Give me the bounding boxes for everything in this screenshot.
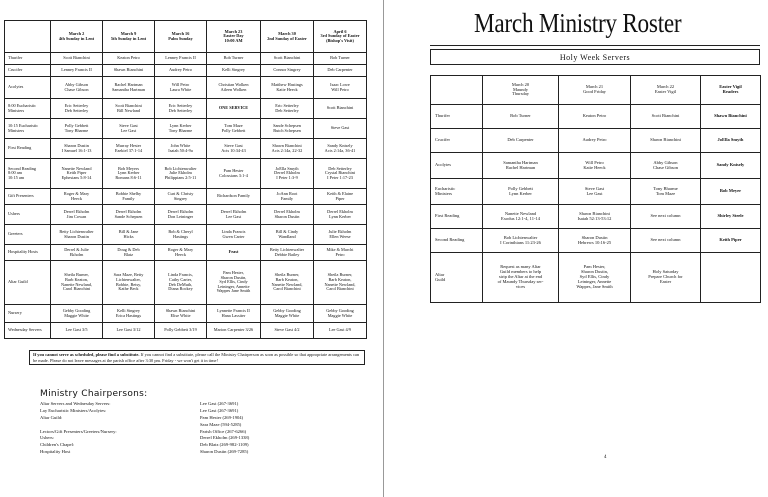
table-cell: Gebby Gooding Maggie White — [261, 305, 314, 323]
row-role-label: Hospitality Hosts — [5, 245, 51, 261]
row-role-label: Eucharistic Ministers — [431, 179, 483, 205]
table-cell: Marion Carpenter 3/26 — [207, 323, 261, 339]
table-cell: Feast — [207, 245, 261, 261]
chairperson-name: Pam Hester (269-1904) — [200, 414, 244, 420]
table-cell: Shawn Bianchini Isaiah 52:13-53:12 — [559, 205, 631, 229]
table-cell: Sande Schepsen Butch Schepsen — [261, 119, 314, 139]
table-row — [431, 153, 761, 179]
chairperson-row — [40, 449, 340, 456]
table-cell: Scott Bianchini — [51, 53, 103, 65]
chairperson-row — [40, 415, 340, 422]
table-cell: Nanette Newland Keith Piper Ephesians 5:8-14 — [51, 159, 103, 189]
table-cell: Kelli Singrey Erica Hastings — [103, 305, 155, 323]
chairperson-name: Sharon Dustin (269-7285) — [200, 449, 249, 455]
table-cell: Richardson Family — [207, 189, 261, 205]
table-cell: JoElla Smyth Derrel Ekholm I Peter 1:3-9 — [261, 159, 314, 189]
table-cell: Murray Hester Ezekiel 37:1-14 — [103, 139, 155, 159]
table-cell: Bill & Cindy Wandland — [261, 225, 314, 245]
table-cell: Julie Ekholm Ellen Weese — [314, 225, 367, 245]
table-cell: Sheila Burner, Barb Keaton, Nanette Newland, Carol Bianchini — [314, 261, 367, 305]
table-cell: Mike & Marchi Petro — [314, 245, 367, 261]
table-cell: Deb Carpenter — [314, 65, 367, 77]
table-cell: Keaton Petro — [559, 105, 631, 129]
table-cell: Gebby Gooding Maggie White — [51, 305, 103, 323]
table-cell: Bob Turner — [483, 105, 559, 129]
table-cell: ONE SERVICE — [207, 99, 261, 119]
table-cell: Christian Wolken Aileen Wolken — [207, 77, 261, 99]
table-cell: Lenney Francis II — [51, 65, 103, 77]
table-row — [5, 225, 367, 245]
table-row — [5, 205, 367, 225]
table-cell: Audrey Petro — [155, 65, 207, 77]
table-row — [5, 261, 367, 305]
table-cell: Bob Meyer — [701, 179, 761, 205]
table-row — [5, 159, 367, 189]
chairperson-role — [40, 422, 200, 429]
table-cell: Kelli Singrey — [207, 65, 261, 77]
table-cell: Abby Gibson Chase Gibson — [51, 77, 103, 99]
table-cell: Bob Lichtenwalter Julie Ekholm Philippians 2:5-11 — [155, 159, 207, 189]
table-cell: Bill & Jane Hicks — [103, 225, 155, 245]
table-cell: Nanette Newland Exodus 12:1-4, 11-14 — [483, 205, 559, 229]
row-role-label: Crucifer — [431, 129, 483, 153]
table-cell: Lenney Francis II — [155, 53, 207, 65]
holy-week-header-cell-4: Easter Vigil Readers — [701, 76, 761, 105]
table-cell: Bob Turner — [207, 53, 261, 65]
row-role-label: Nursery — [5, 305, 51, 323]
table-cell: Connor Singrey — [261, 65, 314, 77]
table-cell: Matthew Hastings Katie Heeck — [261, 77, 314, 99]
table-cell: Curt & Christy Singrey — [155, 189, 207, 205]
row-role-label: Greeters — [5, 225, 51, 245]
table-cell: Derrel & Julie Ekholm — [51, 245, 103, 261]
chairperson-name: Derrel Ekholm (269-1338) — [200, 435, 250, 441]
table-cell: Lee Gast 4/9 — [314, 323, 367, 339]
table-cell: JoAnn Root Family — [261, 189, 314, 205]
table-cell: Pam Hester, Sharon Dustin, Syd Ellis, Cindy Leininger, Annette Wappes Jane Smith — [207, 261, 261, 305]
row-role-label: Thurifer — [431, 105, 483, 129]
table-row — [431, 129, 761, 153]
row-role-label: 8:00 Eucharistic Ministers — [5, 99, 51, 119]
holy-week-header-cell-2: March 21 Good Friday — [559, 76, 631, 105]
row-role-label: Altar Guild — [431, 253, 483, 303]
table-cell: See next column — [631, 229, 701, 253]
table-cell: Shawn Bianchini — [701, 105, 761, 129]
table-cell: Pam Hester, Sharon Dustin, Syd Ellis, Cindy Leininger, Annette Wappes, Jane Smith — [559, 253, 631, 303]
chairperson-role: Lay Eucharistic Ministers/Acolytes: — [40, 407, 107, 413]
table-cell: Steve Gast Lee Gast — [103, 119, 155, 139]
table-cell: Lee Gast 3/5 — [51, 323, 103, 339]
table-cell: Isaac Lowe Will Petro — [314, 77, 367, 99]
table-cell: Deb Carpenter — [483, 129, 559, 153]
row-role-label: Second Reading 8:00 am 10:15 am — [5, 159, 51, 189]
notice-text: If you cannot find a substitute, please call the Ministry Chairperson as soon as possible so that appropriate arrangements can be made. Please do not leave messages at the parish office after 3:30 pm. Friday - we won't get it in time! — [33, 352, 360, 363]
table-cell: Polly Gebbett Tony Bharme — [51, 119, 103, 139]
table-cell: Linda Francis Gwen Carter — [207, 225, 261, 245]
table-cell: Bob Turner — [314, 53, 367, 65]
table-cell: Holy Saturday Prepare Church for Easter — [631, 253, 701, 303]
row-role-label: Thurifer — [5, 53, 51, 65]
table-row — [431, 229, 761, 253]
substitute-notice — [29, 350, 365, 365]
table-row — [431, 253, 761, 303]
table-cell: Keith Piper — [701, 229, 761, 253]
table-cell: Steve Gast Acts 10:34-43 — [207, 139, 261, 159]
table-row — [5, 77, 367, 99]
row-role-label: Second Reading — [431, 229, 483, 253]
chairperson-role: Children's Chapel: — [40, 442, 75, 448]
table-cell: Gebby Gooding Maggie White — [314, 305, 367, 323]
table-cell: Doug & Deb Blatz — [103, 245, 155, 261]
chairperson-name: Lee Gast (267-3691) — [200, 407, 239, 413]
table-cell: Bob & Cheryl Hastings — [155, 225, 207, 245]
table-cell: Tony Bharme Tom Maze — [631, 179, 701, 205]
table-cell: Keaton Petro — [103, 53, 155, 65]
table-cell: Derrel Ekholm Lynn Kerber — [314, 205, 367, 225]
table-cell: Scott Bianchini — [314, 99, 367, 119]
holy-week-table — [430, 75, 761, 303]
row-role-label: Crucifer — [5, 65, 51, 77]
table-row — [5, 305, 367, 323]
holy-week-header-row — [431, 76, 761, 105]
table-row — [5, 119, 367, 139]
table-cell: Lee Gast 3/12 — [103, 323, 155, 339]
table-cell: Derrel Ekholm Don Leininger — [155, 205, 207, 225]
table-cell: Eric Setterley Deb Setterley — [155, 99, 207, 119]
chairperson-name: Sara Maze (594-5285) — [200, 421, 242, 427]
row-role-label: Acolytes — [5, 77, 51, 99]
table-cell: Pam Hester Colossians 3:1-4 — [207, 159, 261, 189]
table-cell: Lynn Kerber Tony Bharme — [155, 119, 207, 139]
table-cell: Tom Maze Polly Gebbett — [207, 119, 261, 139]
table-cell: Shawn Bianchini Acts 2:14a, 22-32 — [261, 139, 314, 159]
table-row — [431, 179, 761, 205]
table-cell: Polly Gebbett 3/19 — [155, 323, 207, 339]
table-cell: Shirley Steele — [701, 205, 761, 229]
table-cell: Steve Gast 4/2 — [261, 323, 314, 339]
holy-week-header-cell-0 — [431, 76, 483, 105]
table-cell — [701, 253, 761, 303]
chairperson-role: Altar Servers and Wednesday Servers: — [40, 401, 111, 406]
main-header-cell-1: March 2 4th Sunday in Lent — [51, 21, 103, 53]
holy-week-header-cell-1: March 20 Maundy Thursday — [483, 76, 559, 105]
chairperson-row — [40, 429, 340, 436]
main-roster-table — [4, 20, 367, 339]
table-cell: Scott Bianchini — [631, 105, 701, 129]
main-header-cell-2: March 9 5th Sunday in Lent — [103, 21, 155, 53]
table-cell: Derrel Ekholm Sande Schepsen — [103, 205, 155, 225]
table-cell: Sheila Burner, Barb Keaton, Nanette Newland, Carol Bianchini — [261, 261, 314, 305]
table-cell: Derrel Ekholm Lee Gast — [207, 205, 261, 225]
table-cell: Eric Setterley Deb Setterley — [261, 99, 314, 119]
chairperson-role: Hospitality Host — [40, 449, 71, 455]
table-cell: JoElla Smyth — [701, 129, 761, 153]
table-row — [5, 323, 367, 339]
chairperson-role: Lectors/Gift Presenters/Greeters/Nursery: — [40, 428, 117, 434]
chairperson-row — [40, 401, 340, 408]
chairperson-name: Parish Office (267-6266) — [200, 428, 247, 434]
table-row — [431, 205, 761, 229]
main-roster-header-row — [5, 21, 367, 53]
table-cell: Will Petro Laura White — [155, 77, 207, 99]
holy-week-header-cell-3: March 22 Easter Vigil — [631, 76, 701, 105]
table-cell: Betty Lichtenwalter Sharon Dustin — [51, 225, 103, 245]
row-role-label: 10:15 Eucharistic Ministers — [5, 119, 51, 139]
row-role-label: Gift Presenters — [5, 189, 51, 205]
table-cell: Abby Gibson Chase Gibson — [631, 153, 701, 179]
row-role-label: Ushers — [5, 205, 51, 225]
holy-week-body — [431, 105, 761, 303]
table-cell: Roger & Mary Heeck — [51, 189, 103, 205]
table-cell: Steve Gast Lee Gast — [559, 179, 631, 205]
roster-title: March Ministry Roster — [474, 8, 682, 38]
table-cell: Polly Gebbett Lynn Kerber — [483, 179, 559, 205]
page-number: 4 — [604, 455, 607, 460]
table-cell: Linda Francis, Cathy Carter, Deb DeMuth, Diana Rockey — [155, 261, 207, 305]
title-divider — [430, 45, 760, 46]
holy-week-subtitle: Holy Week Servers — [430, 49, 760, 65]
chairperson-row — [40, 408, 340, 415]
main-header-cell-6: April 6 3rd Sunday of Easter (Bishop's Visit) — [314, 21, 367, 53]
table-row — [5, 65, 367, 77]
table-row — [431, 105, 761, 129]
row-role-label: Altar Guild — [5, 261, 51, 305]
chairpersons-title: Ministry Chairpersons: — [40, 389, 148, 399]
table-cell: Derrel Ekholm Jim Cowan — [51, 205, 103, 225]
table-cell: Eric Setterley Deb Setterley — [51, 99, 103, 119]
main-header-cell-5: March 30 2nd Sunday of Easter — [261, 21, 314, 53]
chairperson-row — [40, 422, 340, 429]
chairperson-role: Ushers: — [40, 435, 55, 441]
table-cell: Sara Maze, Betty Lichtenwalter, Bobbie, Betsy, Kathe Beck — [103, 261, 155, 305]
table-cell: Sandy Knisely Acts 2:14a, 36-41 — [314, 139, 367, 159]
table-cell: Steve Gast — [314, 119, 367, 139]
table-row — [5, 99, 367, 119]
table-cell: Will Petro Katie Heeck — [559, 153, 631, 179]
table-row — [5, 189, 367, 205]
table-cell: Request as many Altar Guild members to help strip the Altar at the end of Maundy Thursday ser- vices — [483, 253, 559, 303]
table-cell: Deb Setterley Crystal Bianchini I Peter 1:17-23 — [314, 159, 367, 189]
table-cell: Samantha Hartman Rachel Hartman — [483, 153, 559, 179]
table-row — [5, 245, 367, 261]
main-roster-body — [5, 53, 367, 339]
table-cell: Rachel Hartman Samantha Hartman — [103, 77, 155, 99]
chairpersons-list — [40, 401, 340, 456]
table-cell: Shawn Bianchini Elise White — [155, 305, 207, 323]
table-cell: Scott Bianchini Bill Newland — [103, 99, 155, 119]
table-cell: Bob Lichtenwalter I Corinthians 11:23-26 — [483, 229, 559, 253]
table-cell: Sharon Dustin Hebrews 10:16-25 — [559, 229, 631, 253]
table-cell: Roger & Mary Heeck — [155, 245, 207, 261]
row-role-label: Wednesday Servers — [5, 323, 51, 339]
chairperson-row — [40, 442, 340, 449]
table-row — [5, 53, 367, 65]
table-cell: Lynnette Francis II Hana Lassiter — [207, 305, 261, 323]
main-header-cell-3: March 16 Palm Sunday — [155, 21, 207, 53]
main-header-cell-0 — [5, 21, 51, 53]
table-cell: Sheila Burner, Barb Keaton, Nanette Newland, Carol Bianchini — [51, 261, 103, 305]
table-cell: Sandy Knisely — [701, 153, 761, 179]
chairperson-name: Deb Blatz (269-982-1109) — [200, 442, 249, 448]
main-header-cell-4: March 23 Easter Day 10:00 AM — [207, 21, 261, 53]
table-cell: Bob Meyers Lynn Kerber Romans 8:6-11 — [103, 159, 155, 189]
notice-bold-text: If you cannot serve as scheduled, please find a substitute. — [33, 352, 140, 357]
table-cell: Bobbie Shelby Family — [103, 189, 155, 205]
table-cell: Sharon Dustin I Samuel 16:1-13 — [51, 139, 103, 159]
table-cell: Betty Lichtenwalter Debbie Bailey — [261, 245, 314, 261]
table-cell: Audrey Petro — [559, 129, 631, 153]
table-cell: Shawn Bianchini — [631, 129, 701, 153]
table-cell: Shawn Bianchini — [103, 65, 155, 77]
table-cell: See next column — [631, 205, 701, 229]
table-cell: Scott Bianchini — [261, 53, 314, 65]
row-role-label: Acolytes — [431, 153, 483, 179]
table-cell: Derrel Ekholm Sharon Dustin — [261, 205, 314, 225]
chairperson-role: Altar Guild: — [40, 414, 63, 420]
row-role-label: First Reading — [431, 205, 483, 229]
table-cell: John White Isaiah 50:4-9a — [155, 139, 207, 159]
chairperson-row — [40, 435, 340, 442]
table-cell: Keith & Elaine Piper — [314, 189, 367, 205]
chairperson-name: Lee Gast (267-3691) — [200, 401, 239, 406]
row-role-label: First Reading — [5, 139, 51, 159]
table-row — [5, 139, 367, 159]
